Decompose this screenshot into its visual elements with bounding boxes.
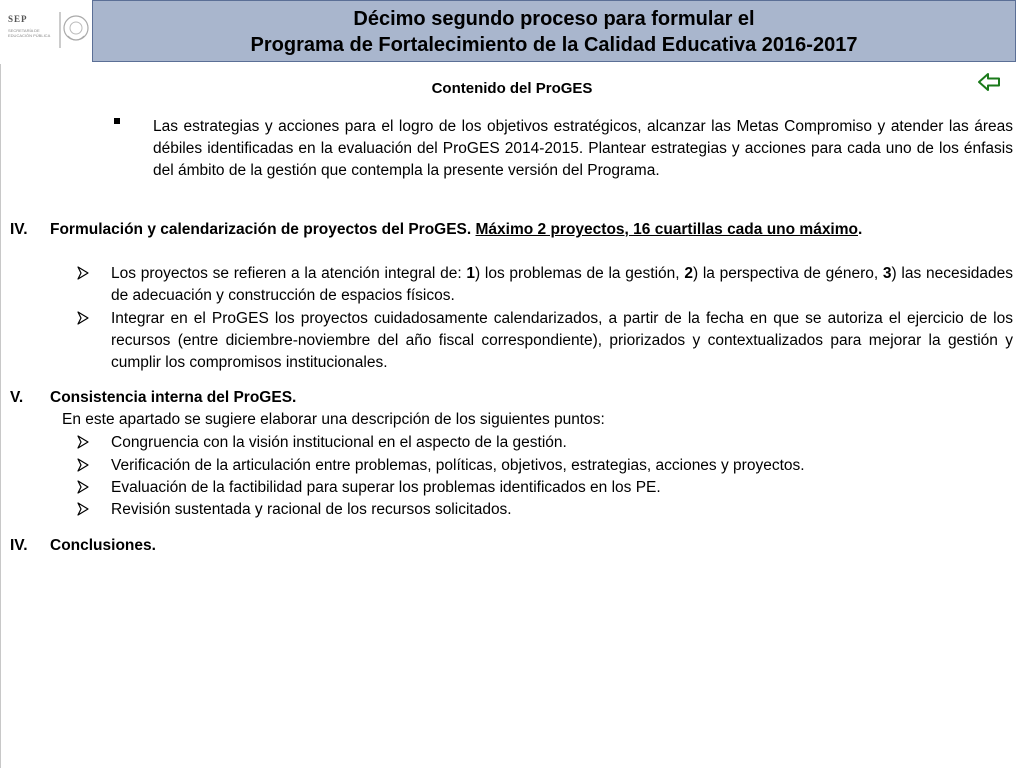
list-item: Integrar en el ProGES los proyectos cuidadosamente calendarizados, a partir de la fecha en que se autoriza el ejercicio de los recursos (entre diciembre-noviembre del año fiscal correspondiente), priorizados y contextualizados para mejorar la gestión y cumplir los compromisos institucionales. [111,310,1013,371]
arrow-bullet-icon [76,266,90,280]
list-item: Evaluación de la factibilidad para superar los problemas identificados en los PE. [111,479,661,496]
logo-subtitle: SECRETARÍA DE EDUCACIÓN PÚBLICA [8,28,51,38]
item-number: 1 [466,265,475,282]
section-title: Contenido del ProGES [431,80,593,97]
left-border [0,0,1,768]
arrow-bullet-icon [76,480,90,494]
list-item: Verificación de la articulación entre problemas, políticas, objetivos, estrategias, acciones y proyectos. [111,457,805,474]
section-heading-tail: . [858,221,863,238]
logo-label: SEP [8,14,28,24]
arrow-bullet-icon [76,502,90,516]
section-numeral: IV. [10,221,28,238]
section-heading-title: Formulación y calendarización de proyectos del ProGES. [50,221,472,238]
item-number: 3 [882,265,892,282]
list-item: Congruencia con la visión institucional en el aspecto de la gestión. [111,434,567,451]
section-heading-limit: Máximo 2 proyectos, 16 cuartillas cada uno máximo [475,221,858,238]
section-heading: Consistencia interna del ProGES. [50,389,297,406]
item-text: Los proyectos se refieren a la atención integral de: [111,265,467,282]
section-heading [50,219,1013,241]
item-number: 2 [684,265,693,282]
section-intro: En este apartado se sugiere elaborar una descripción de los siguientes puntos: [62,411,605,428]
intro-bullet-text: Las estrategias y acciones para el logro de los objetivos estratégicos, alcanzar las Metas Compromiso y atender las áreas débiles identificadas en la evaluación del ProGES 2014-2015. Plantear estrategias y acciones para cada uno de los énfasis del ámbito de la gestión que contempla la presente versión del Programa. [153,118,1013,179]
title-banner [92,0,1016,62]
square-bullet-icon [114,118,120,124]
list-item: Revisión sustentada y racional de los recursos solicitados. [111,501,512,518]
banner-title-line2: Programa de Fortalecimiento de la Calidad Educativa 2016-2017 [250,34,858,56]
item-text: ) los problemas de la gestión, [474,265,685,282]
item-text: ) las necesidades de adecuación y construcción de espacios físicos. [111,265,1013,304]
item-text: ) la perspectiva de género, [692,265,883,282]
section-numeral: IV. [10,537,28,554]
banner-title-line1: Décimo segundo proceso para formular el [353,8,755,30]
arrow-bullet-icon [76,435,90,449]
section-heading: Conclusiones. [50,537,156,554]
back-arrow-icon[interactable] [977,72,1001,92]
arrow-bullet-icon [76,311,90,325]
sep-logo [0,0,92,64]
arrow-bullet-icon [76,458,90,472]
section-numeral: V. [10,389,24,406]
list-item [111,263,1013,307]
